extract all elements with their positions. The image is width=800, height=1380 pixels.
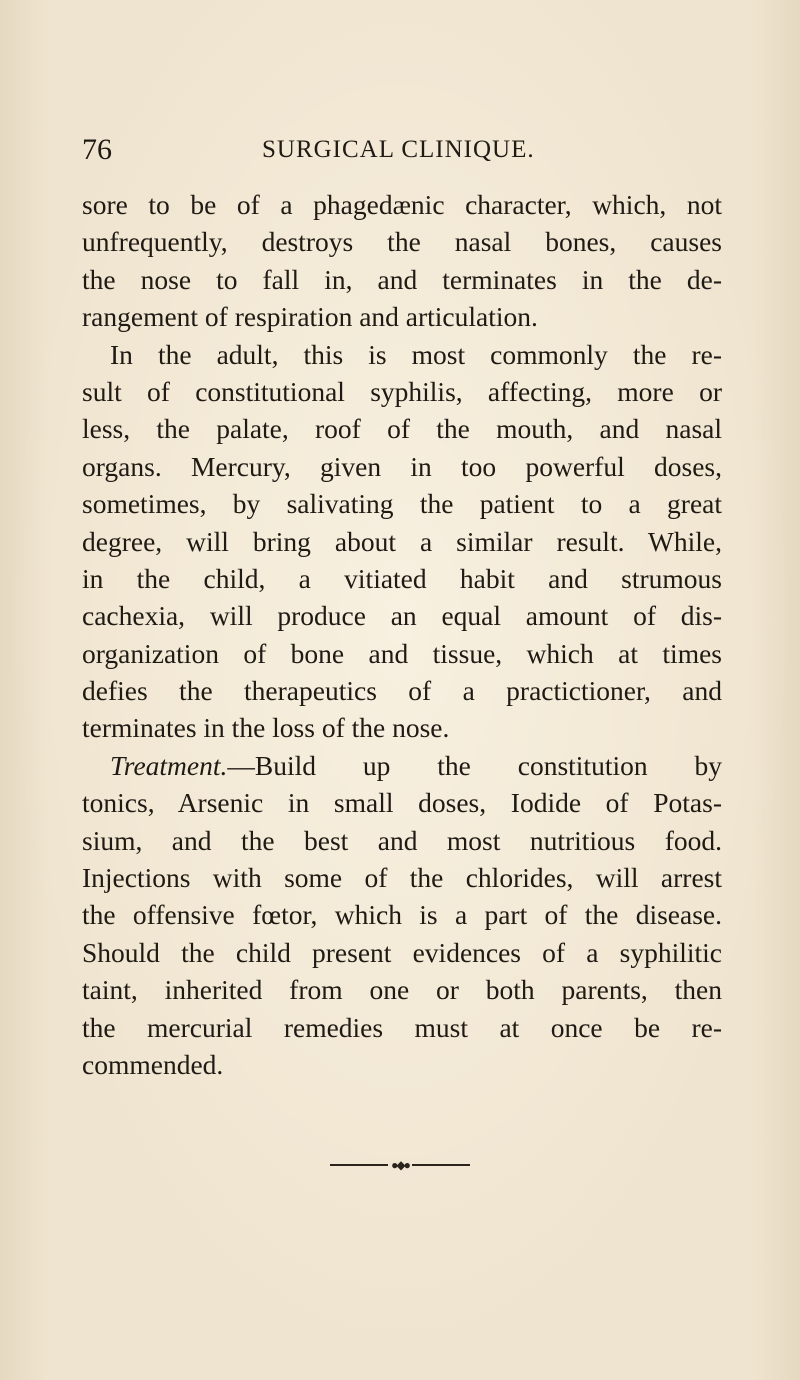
running-title: SURGICAL CLINIQUE. xyxy=(262,136,535,163)
text-line: defies the therapeutics of a practictioner, and xyxy=(82,675,722,707)
text-line: rangement of respiration and articulation. xyxy=(82,301,538,333)
text-line: cachexia, will produce an equal amount of dis- xyxy=(82,600,722,632)
text-line: the offensive fœtor, which is a part of the disease. xyxy=(82,899,722,931)
text-line: taint, inherited from one or both parents, then xyxy=(82,974,722,1006)
text-line: the nose to fall in, and terminates in the de- xyxy=(82,263,722,295)
treatment-heading: Treatment. xyxy=(110,749,228,781)
text-line: sometimes, by salivating the patient to a great xyxy=(82,488,722,520)
text-line: unfrequently, destroys the nasal bones, causes xyxy=(82,226,722,258)
text-line: sium, and the best and most nutritious food. xyxy=(82,824,722,856)
treatment-paragraph-first-line xyxy=(82,747,722,784)
text-line: sult of constitutional syphilis, affecting, more or xyxy=(82,375,722,407)
text-line: commended. xyxy=(82,1048,224,1080)
text-line: Injections with some of the chlorides, will arrest xyxy=(82,862,722,894)
text-line: In the adult, this is most commonly the re- xyxy=(110,338,722,370)
text-line: organization of bone and tissue, which at times xyxy=(82,637,722,669)
text-line: organs. Mercury, given in too powerful doses, xyxy=(82,450,722,482)
ornament-glyph: ●◆● xyxy=(391,1158,409,1172)
text-line: tonics, Arsenic in small doses, Iodide of Potas- xyxy=(82,787,722,819)
text-line: in the child, a vitiated habit and strumous xyxy=(82,562,722,594)
text-line: terminates in the loss of the nose. xyxy=(82,712,450,744)
ornament-rule-left xyxy=(330,1164,388,1166)
text-line: sore to be of a phagedænic character, which, not xyxy=(82,189,722,220)
text-line: less, the palate, roof of the mouth, and nasal xyxy=(82,413,722,445)
text-line: degree, will bring about a similar result. While, xyxy=(82,525,722,557)
body-text xyxy=(82,186,722,1083)
section-end-ornament xyxy=(330,1159,470,1171)
text-line: the mercurial remedies must at once be re- xyxy=(82,1011,722,1043)
text-line: Should the child present evidences of a syphilitic xyxy=(82,936,722,968)
page-number: 76 xyxy=(82,133,112,166)
running-head xyxy=(82,128,722,172)
ornament-rule-right xyxy=(412,1164,470,1166)
treatment-line-rest: —Build up the constitution by xyxy=(227,749,722,781)
